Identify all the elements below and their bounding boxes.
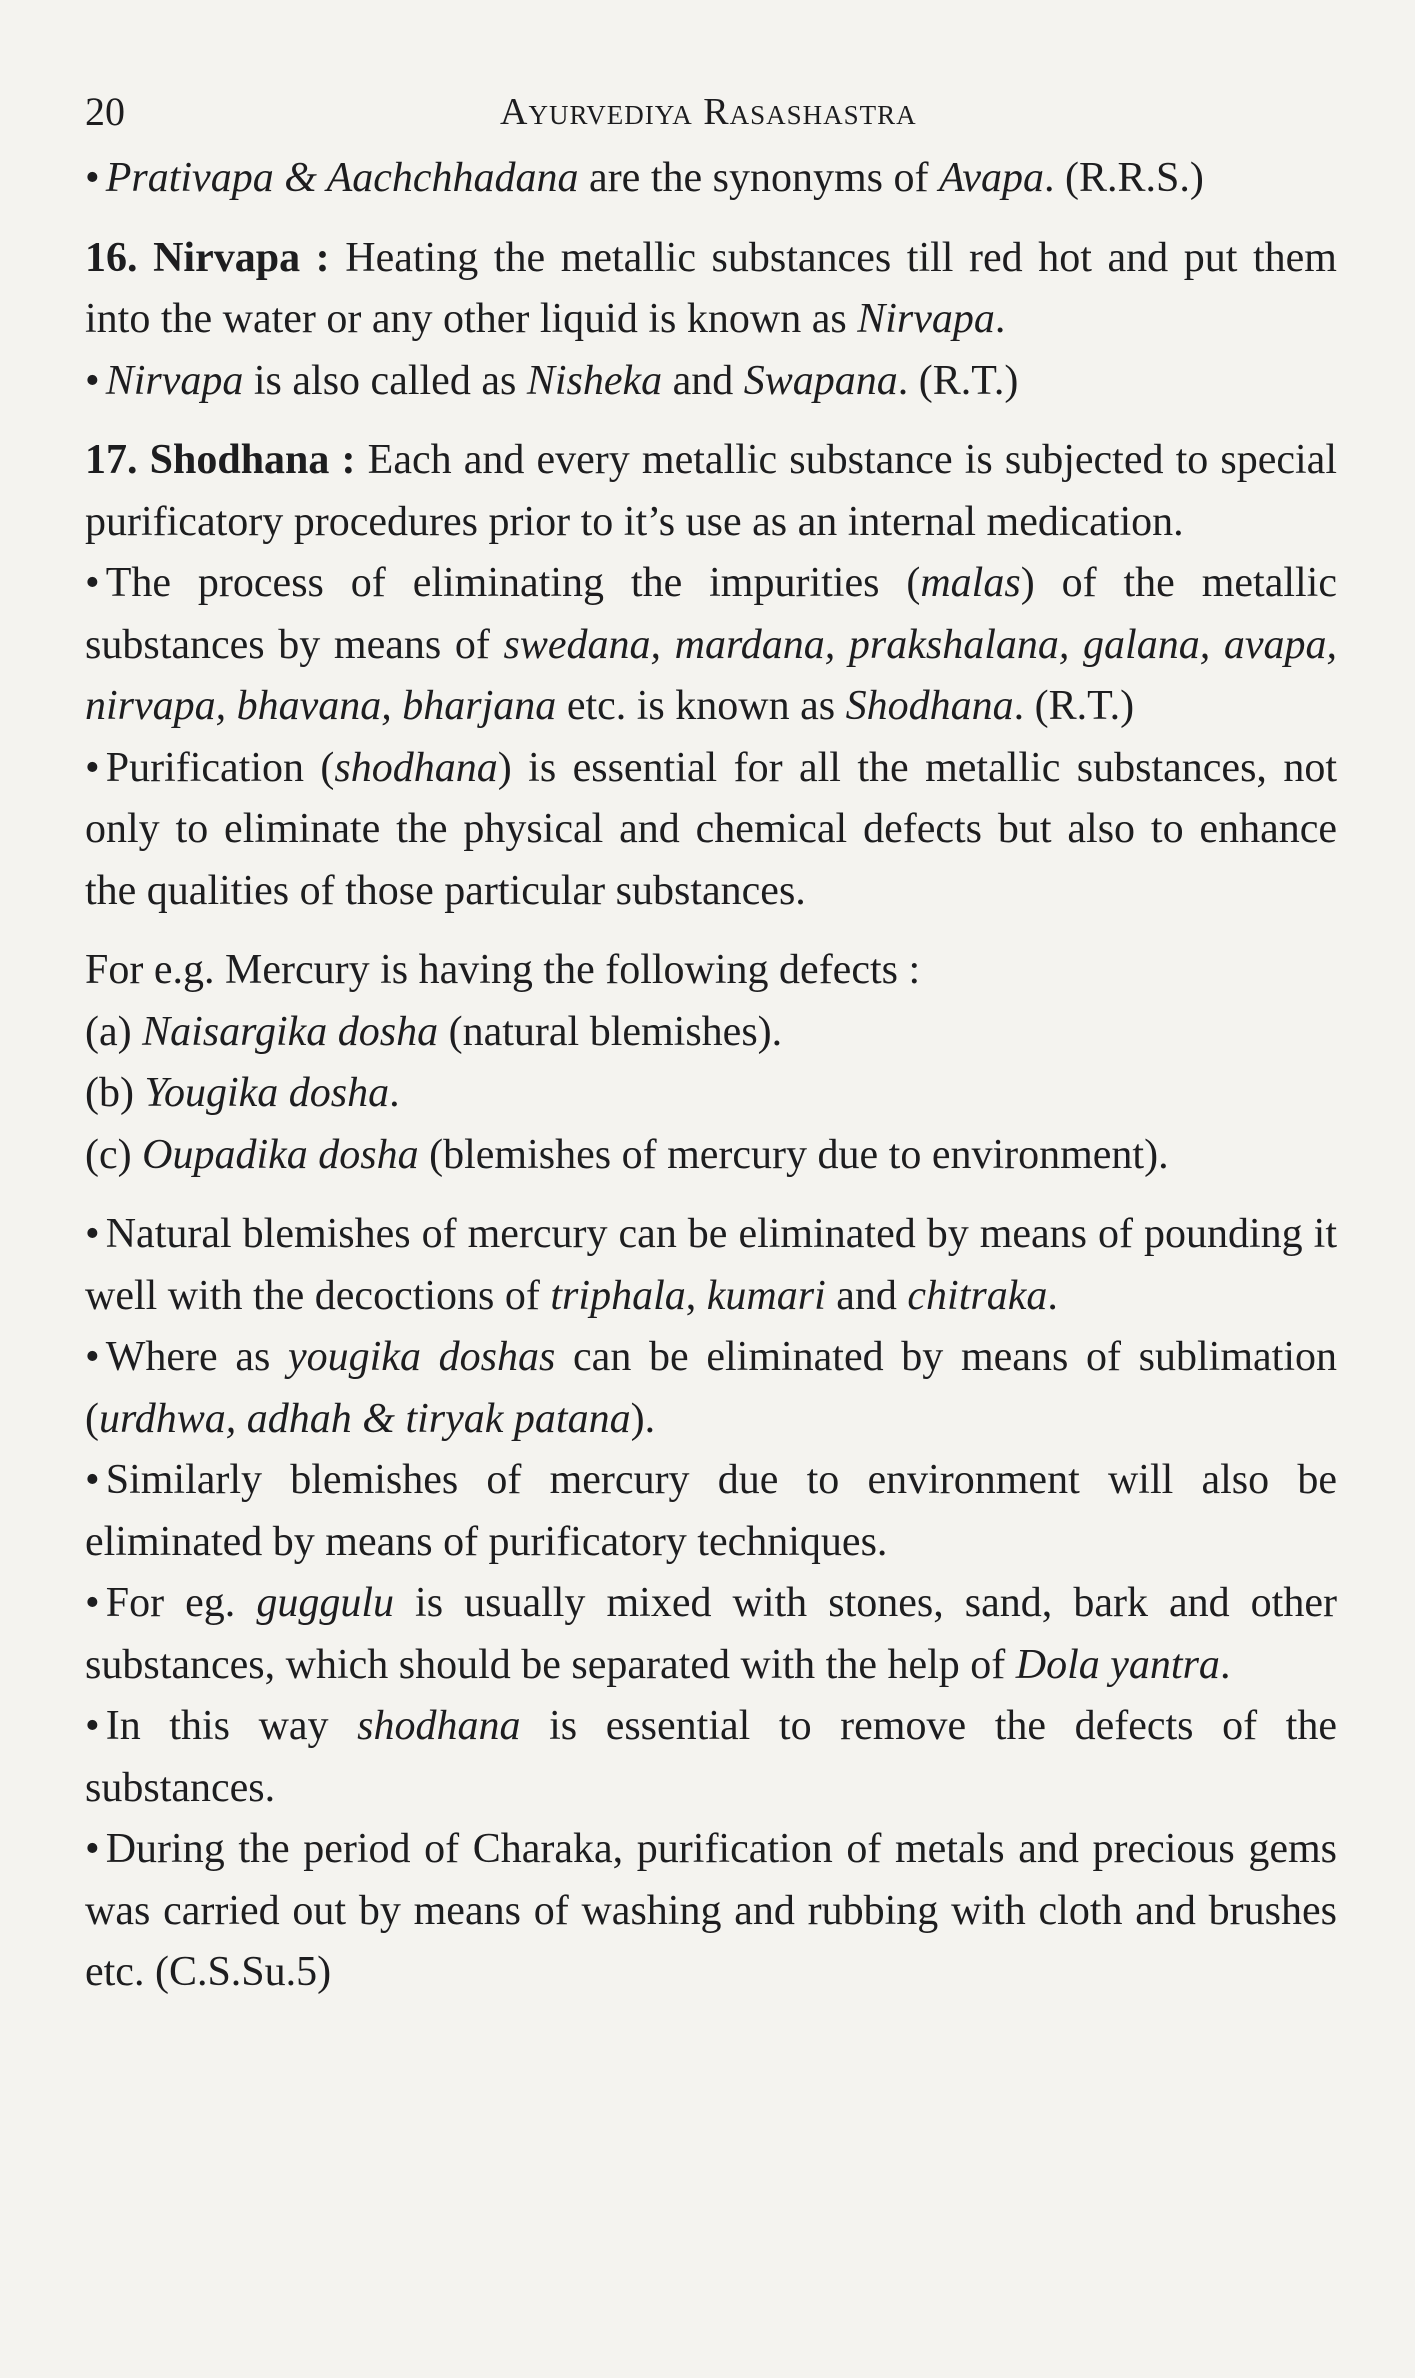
- paragraph-avapa-synonyms: [85, 148, 1337, 210]
- bullet-icon: •: [85, 1703, 100, 1749]
- bullet-icon: •: [85, 1334, 100, 1380]
- text-run: can be eliminated by means of sublimation (: [85, 1334, 1337, 1442]
- italic-term: guggulu: [256, 1580, 394, 1626]
- italic-term: Oupadika dosha: [142, 1131, 419, 1178]
- text-run: and: [662, 357, 744, 404]
- list-item: [85, 1002, 1337, 1064]
- section-heading: 16. Nirvapa :: [85, 234, 330, 281]
- bullet-icon: •: [85, 1826, 100, 1872]
- bullet-icon: •: [85, 560, 100, 606]
- paragraph-shodhana-process: [85, 553, 1337, 738]
- paragraph-natural-blemishes: [85, 1204, 1337, 1327]
- paragraph-environment-blemishes: [85, 1450, 1337, 1573]
- text-run: (blemishes of mercury due to environment).: [418, 1131, 1169, 1178]
- italic-term: Nirvapa: [857, 296, 995, 342]
- italic-term: shodhana: [357, 1703, 521, 1749]
- running-title: Ayurvediya Rasashastra: [500, 91, 917, 133]
- paragraph-shodhana-essential: [85, 1696, 1337, 1819]
- text-run: ) of the metallic substances by means of: [85, 560, 1337, 668]
- text-run: Natural blemishes of mercury can be eliminated by means of pounding it well with the decoctions of: [85, 1211, 1337, 1319]
- italic-term: Prativapa & Aachchhadana: [105, 155, 579, 201]
- italic-term: Nisheka: [526, 357, 663, 404]
- text-run: Purification (: [105, 744, 335, 791]
- text-run: (natural blemishes).: [438, 1008, 783, 1055]
- text-run: Heating the metallic substances till red hot and put them into the water or any other liquid is known as: [85, 234, 1337, 342]
- italic-term: kumari: [706, 1272, 826, 1319]
- italic-term: Swapana: [743, 357, 898, 404]
- text-run: In this way: [105, 1703, 358, 1749]
- text-run: ).: [630, 1395, 656, 1442]
- italic-term: Avapa: [938, 155, 1044, 201]
- text-run: ,: [685, 1272, 707, 1319]
- text-run: are the synonyms of: [578, 155, 939, 201]
- text-run: .: [994, 296, 1006, 342]
- text-run: For eg.: [105, 1580, 257, 1626]
- bullet-icon: •: [85, 1457, 100, 1503]
- italic-term: urdhwa, adhah & tiryak patana: [99, 1395, 631, 1442]
- list-item: [85, 1063, 1337, 1125]
- text-run: Each and every metallic substance is subjected to special purificatory procedures prior to it’s use as an internal medication.: [85, 437, 1337, 545]
- italic-term: Nirvapa: [105, 357, 244, 404]
- paragraph-purification: [85, 738, 1337, 923]
- text-run: For e.g. Mercury is having the following defects :: [85, 947, 921, 993]
- page-number: 20: [85, 89, 125, 134]
- paragraph-charaka: [85, 1819, 1337, 2004]
- text-run: The process of eliminating the impurities (: [105, 560, 921, 606]
- italic-term: yougika doshas: [288, 1334, 556, 1380]
- text-run: . (R.T.): [897, 357, 1019, 404]
- italic-term: chitraka: [907, 1272, 1048, 1319]
- list-label: (a): [85, 1008, 143, 1055]
- page-header: [85, 88, 1337, 148]
- italic-term: Naisargika dosha: [142, 1008, 439, 1055]
- text-run: .: [389, 1070, 400, 1116]
- text-run: .: [1219, 1641, 1231, 1688]
- list-label: (b): [85, 1070, 145, 1116]
- paragraph-mercury-defects: [85, 940, 1337, 1002]
- bullet-icon: •: [85, 155, 100, 201]
- paragraph-shodhana: [85, 430, 1337, 553]
- section-heading: 17. Shodhana :: [85, 437, 356, 483]
- italic-term: Dola yantra: [1015, 1641, 1220, 1688]
- italic-term: shodhana: [334, 744, 498, 791]
- text-run: is usually mixed with stones, sand, bark and other substances, which should be separated with the help of: [85, 1580, 1337, 1688]
- italic-term: Shodhana: [845, 683, 1014, 729]
- list-label: (c): [85, 1131, 143, 1178]
- text-run: Where as: [105, 1334, 288, 1380]
- text-run: is also called as: [243, 357, 527, 404]
- bullet-icon: •: [85, 357, 100, 404]
- list-item: [85, 1125, 1337, 1187]
- text-run: etc. is known as: [556, 683, 846, 729]
- text-run: During the period of Charaka, purification of metals and precious gems was carried out by means of washing and rubbing with cloth and brushes etc. (C.S.Su.5): [85, 1826, 1337, 1995]
- italic-term: malas: [920, 560, 1021, 606]
- bullet-icon: •: [85, 1211, 100, 1257]
- paragraph-nirvapa: [85, 228, 1337, 351]
- paragraph-guggulu: [85, 1573, 1337, 1696]
- bullet-icon: •: [85, 744, 100, 791]
- italic-term: Yougika dosha: [144, 1070, 390, 1116]
- bullet-icon: •: [85, 1580, 100, 1626]
- paragraph-yougika-doshas: [85, 1327, 1337, 1450]
- page-body: [85, 148, 1337, 2004]
- text-run: . (R.R.S.): [1043, 155, 1204, 201]
- italic-term: triphala: [550, 1272, 686, 1319]
- text-run: . (R.T.): [1013, 683, 1135, 729]
- text-run: is essential to remove the defects of the substances.: [85, 1703, 1337, 1811]
- text-run: .: [1047, 1272, 1058, 1319]
- text-run: ) is essential for all the metallic substances, not only to eliminate the physical and chemical defects but also to enhance the qualities of those particular substances.: [85, 744, 1337, 914]
- text-run: Similarly blemishes of mercury due to environment will also be eliminated by means of purificatory techniques.: [85, 1457, 1337, 1565]
- text-run: and: [825, 1272, 908, 1319]
- paragraph-nirvapa-synonyms: [85, 351, 1337, 413]
- italic-term: swedana, mardana, prakshalana, galana, avapa, nirvapa, bhavana, bharjana: [85, 621, 1337, 729]
